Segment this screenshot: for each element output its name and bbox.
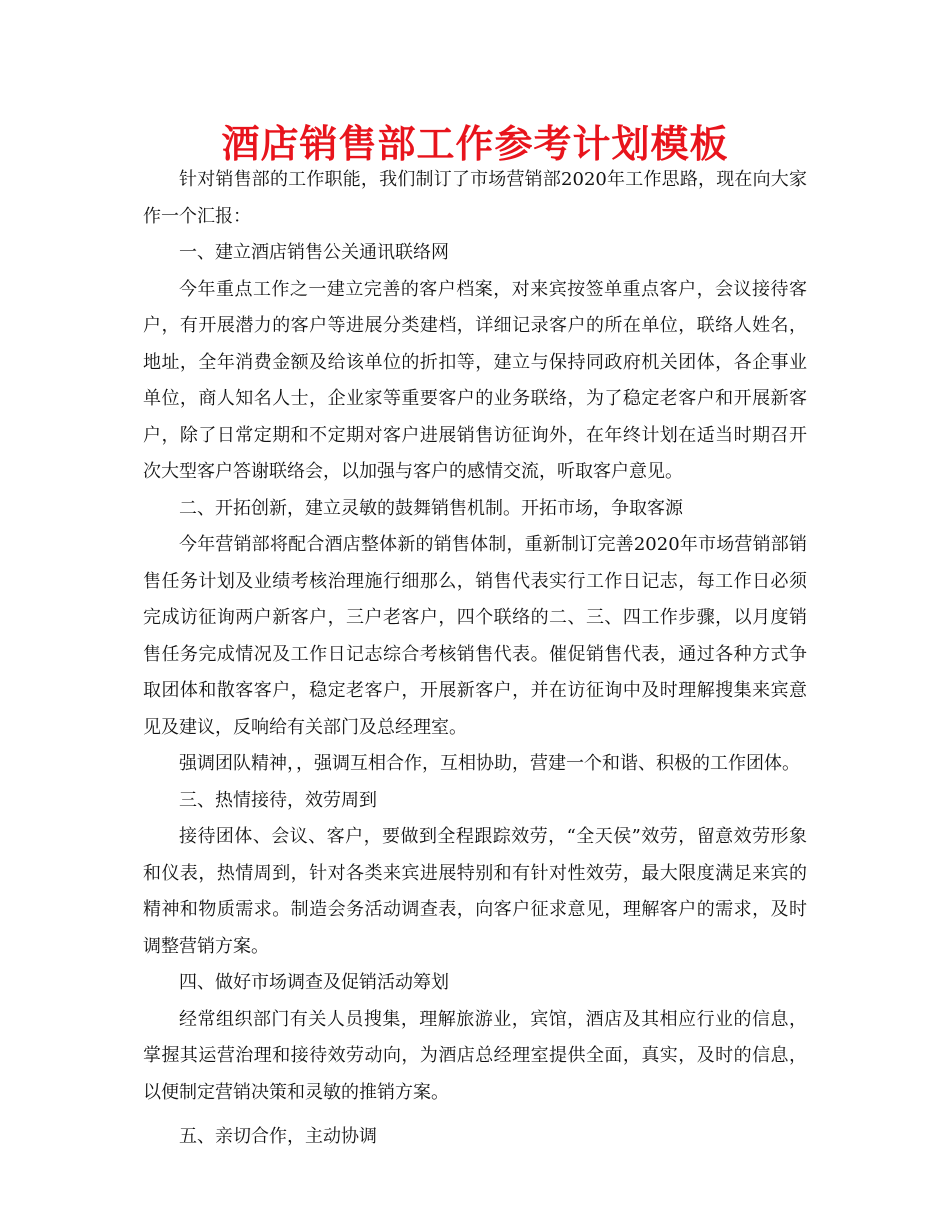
section-heading-4: 四、做好市场调查及促销活动筹划 — [179, 972, 449, 993]
section-paragraph-3: 接待团体、会议、客户，要做到全程跟踪效劳，“全天侯”效劳，留意效劳形象和仪表，热情周到，针对各类来宾进展特别和有针对性效劳，最大限度满足来宾的精神和物质需求。制造会务活动调查表，向客户征求意见，理解客户的需求，及时调整营销方案。 — [143, 826, 807, 957]
section-heading-5: 五、亲切合作，主动协调 — [179, 1126, 377, 1147]
section-heading-2: 二、开拓创新，建立灵敏的鼓舞销售机制。开拓市场，争取客源 — [179, 497, 683, 519]
section-paragraph-4: 经常组织部门有关人员搜集，理解旅游业，宾馆，酒店及其相应行业的信息，掌握其运营治理和接待效劳动向，为酒店总经理室提供全面，真实，及时的信息，以便制定营销决策和灵敏的推销方案。 — [143, 1008, 807, 1103]
intro-paragraph: 针对销售部的工作职能，我们制订了市场营销部2020年工作思路，现在向大家作一个汇报： — [143, 169, 807, 227]
document-title: 酒店销售部工作参考计划模板 — [221, 122, 729, 166]
section-paragraph-2b: 强调团队精神，，强调互相合作，互相协助，营建一个和谐、积极的工作团体。 — [179, 753, 800, 774]
document-body — [143, 162, 807, 1156]
section-paragraph-1: 今年重点工作之一建立完善的客户档案，对来宾按签单重点客户，会议接待客户，有开展潜力的客户等进展分类建档，详细记录客户的所在单位，联络人姓名，地址，全年消费金额及给该单位的折扣等，建立与保持同政府机关团体，各企事业单位，商人知名人士，企业家等重要客户的业务联络，为了稳定老客户和开展新客户，除了日常定期和不定期对客户进展销售访征询外，在年终计划在适当时期召开次大型客户答谢联络会，以加强与客户的感情交流，听取客户意见。 — [143, 278, 807, 482]
section-heading-3: 三、热情接待，效劳周到 — [179, 789, 377, 811]
section-paragraph-2: 今年营销部将配合酒店整体新的销售体制，重新制订完善2020年市场营销部销售任务计划及业绩考核治理施行细那么，销售代表实行工作日记志，每工作日必须完成访征询两户新客户，三户老客户，四个联络的二、三、四工作步骤，以月度销售任务完成情况及工作日记志综合考核销售代表。催促销售代表，通过各种方式争取团体和散客客户，稳定老客户，开展新客户，并在访征询中及时理解搜集来宾意见及建议，反响给有关部门及总经理室。 — [143, 534, 807, 738]
section-heading-1: 一、建立酒店销售公关通讯联络网 — [179, 242, 449, 263]
